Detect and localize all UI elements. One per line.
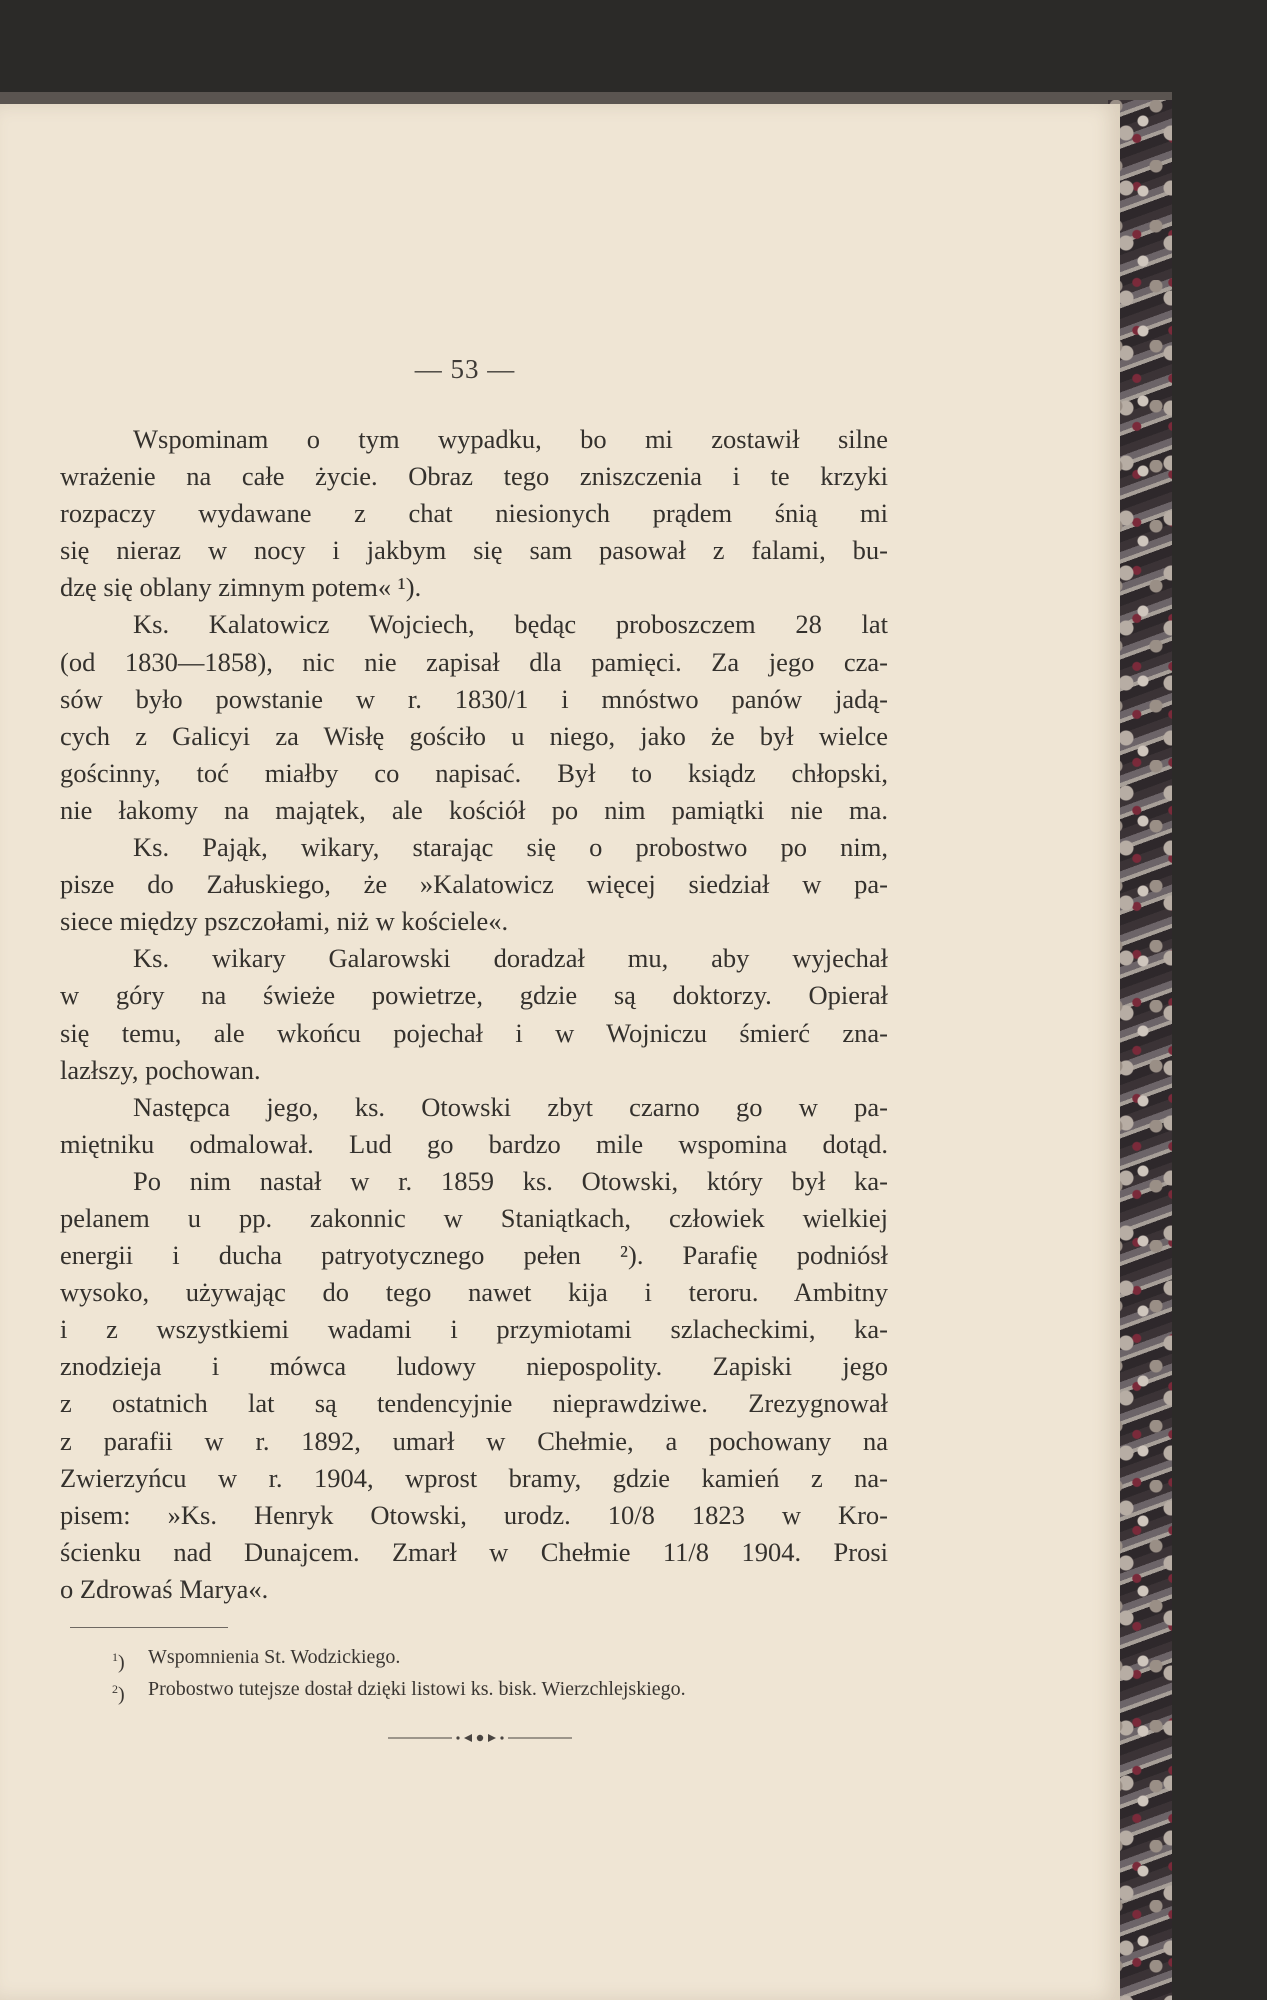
page-number: — 53 —	[414, 354, 516, 384]
text-line: Wspominam o tym wypadku, bo mi zostawił silne	[133, 424, 888, 454]
footnote-divider	[70, 1627, 228, 1628]
text-line: pelanem u pp. zakonnic w Staniątkach, człowiek wielkiej	[60, 1202, 888, 1233]
text-line: dzę się oblany zimnym potem« ¹).	[60, 572, 422, 603]
text-line: (od 1830—1858), nic nie zapisał dla pamięci. Za jego cza-	[60, 646, 888, 677]
text-line: cych z Galicyi za Wisłę gościło u niego, jako że był wielce	[60, 720, 888, 751]
text-line: wysoko, używając do tego nawet kija i teroru. Ambitny	[60, 1277, 888, 1308]
text-line: rozpaczy wydawane z chat niesionych prądem śnią mi	[60, 498, 888, 529]
text-line: pisem: »Ks. Henryk Otowski, urodz. 10/8 1823 w Kro-	[60, 1499, 888, 1530]
footnote	[112, 1641, 888, 1674]
text-line: Ks. Pająk, wikary, starając się o probostwo po nim,	[133, 832, 888, 863]
text-line: wrażenie na całe życie. Obraz tego zniszczenia i te krzyki	[60, 461, 888, 492]
text-line: miętniku odmalował. Lud go bardzo mile wspomina dotąd.	[60, 1128, 888, 1159]
text-line: z parafii w r. 1892, umarł w Chełmie, a pochowany na	[60, 1425, 888, 1456]
footnote-text: Probostwo tutejsze dostał dzięki listowi ks. bisk. Wierzchlejskiego.	[148, 1678, 686, 1700]
text-line: lazłszy, pochowan.	[60, 1054, 261, 1085]
book-page	[0, 104, 1120, 2000]
text-line: nie łakomy na majątek, ale kościół po nim pamiątki nie ma.	[60, 794, 888, 825]
footnote-mark: $^1$)	[112, 1650, 125, 1674]
text-line: się nieraz w nocy i jakbym się sam pasował z falami, bu-	[60, 535, 888, 566]
text-line: się temu, ale wkońcu pojechał i w Wojniczu śmierć zna-	[60, 1017, 888, 1048]
footnote	[112, 1673, 888, 1706]
body-text	[60, 421, 888, 1608]
text-line: i z wszystkiemi wadami i przymiotami szlacheckimi, ka-	[60, 1314, 888, 1345]
text-line: pisze do Załuskiego, że »Kalatowicz więcej siedział w pa-	[60, 869, 888, 900]
text-line: z ostatnich lat są tendencyjnie nieprawdziwe. Zrezygnował	[60, 1388, 888, 1419]
text-line: sów było powstanie w r. 1830/1 i mnóstwo panów jadą-	[60, 683, 888, 714]
text-line: Ks. Kalatowicz Wojciech, będąc proboszczem 28 lat	[133, 609, 888, 640]
text-line: ścienku nad Dunajcem. Zmarł w Chełmie 11/8 1904. Prosi	[60, 1536, 888, 1567]
text-line: Po nim nastał w r. 1859 ks. Otowski, który był ka-	[133, 1165, 888, 1196]
text-line: gościnny, toć miałby co napisać. Był to ksiądz chłopski,	[60, 757, 888, 788]
text-line: o Zdrowaś Marya«.	[60, 1573, 269, 1604]
text-line: znodzieja i mówca ludowy niepospolity. Zapiski jego	[60, 1351, 888, 1382]
text-line: w góry na świeże powietrze, gdzie są doktorzy. Opierał	[60, 980, 888, 1011]
text-line: Następca jego, ks. Otowski zbyt czarno go w pa-	[133, 1091, 888, 1122]
footnote-mark: $^2$)	[112, 1682, 125, 1706]
text-line: Ks. wikary Galarowski doradzał mu, aby wyjechał	[133, 943, 888, 974]
footnotes	[112, 1641, 888, 1706]
end-ornament-icon	[388, 1730, 572, 1746]
text-line: Zwierzyńcu w r. 1904, wprost bramy, gdzie kamień z na-	[60, 1462, 888, 1493]
footnote-text: Wspomnienia St. Wodzickiego.	[148, 1646, 401, 1668]
text-line: energii i ducha patryotycznego pełen ²). Parafię podniósł	[60, 1240, 888, 1271]
text-line: siece między pszczołami, niż w kościele«.	[60, 906, 509, 937]
